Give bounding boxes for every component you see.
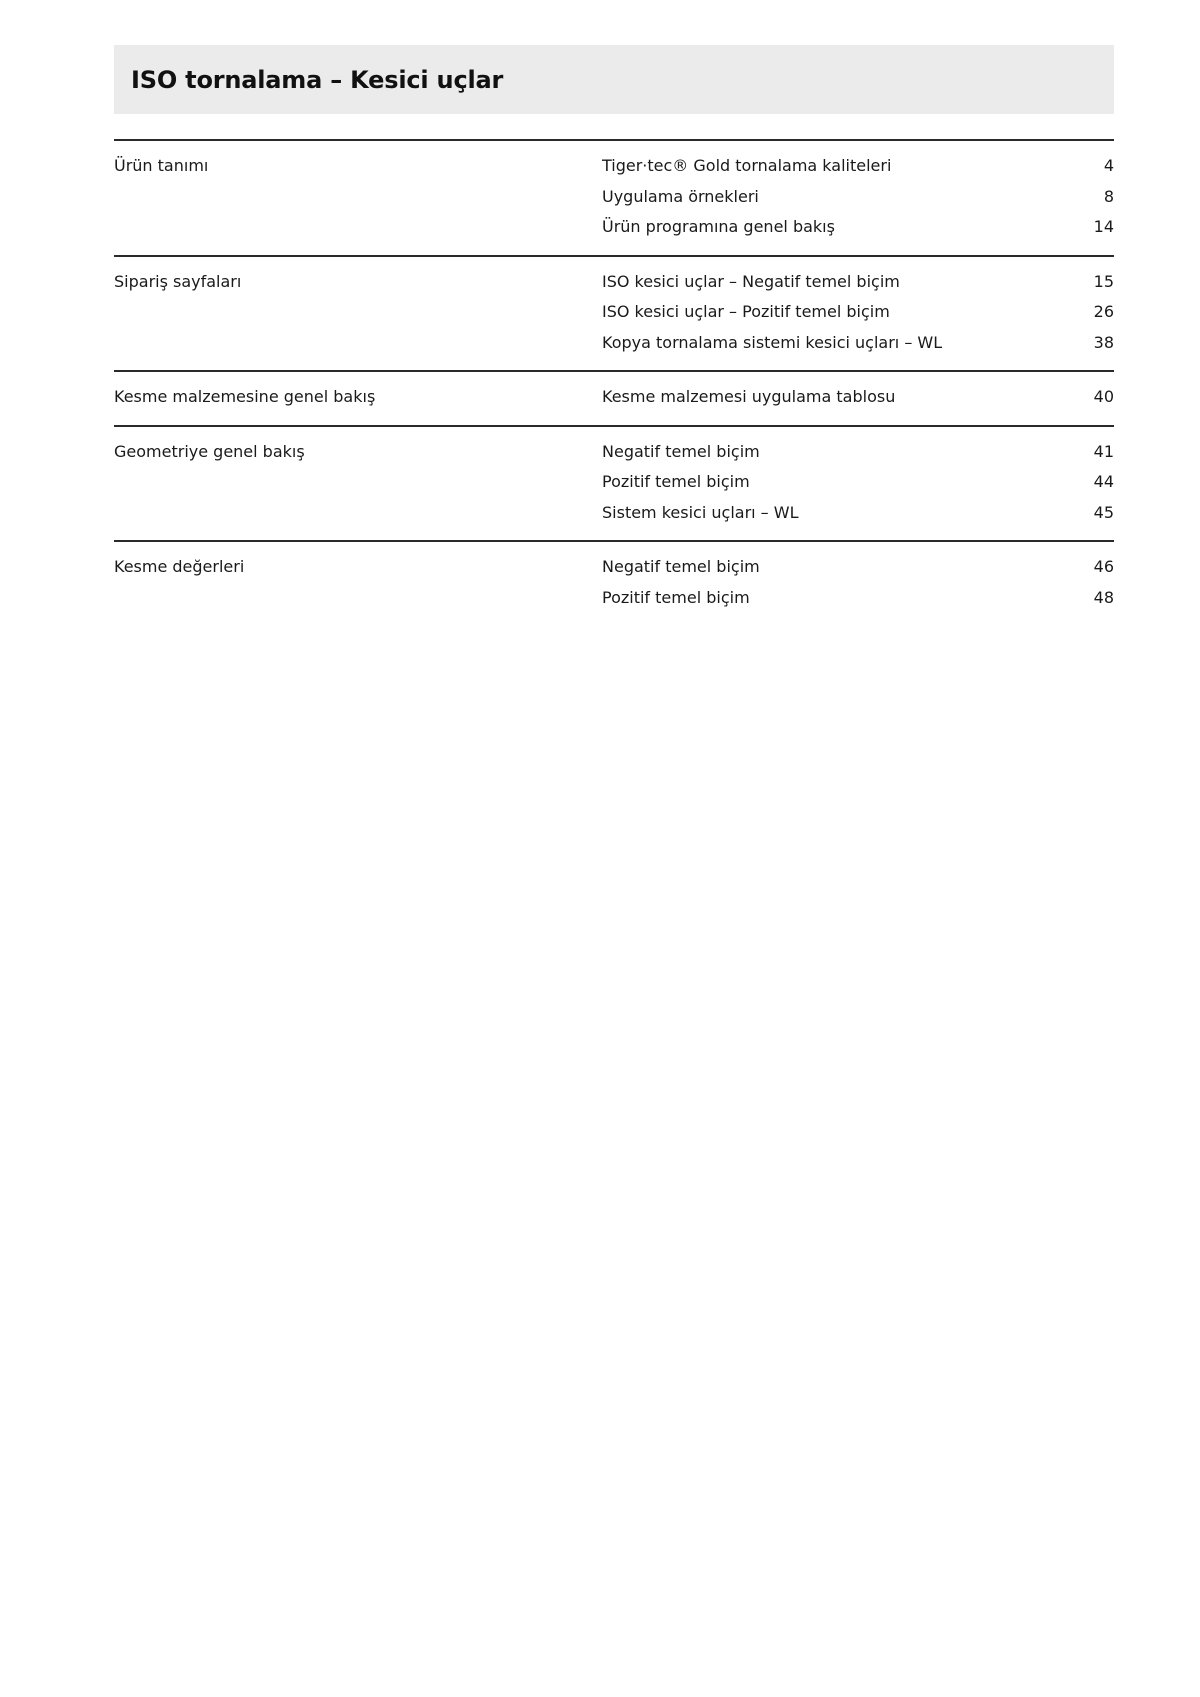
toc-entry-label: Pozitif temel biçim: [602, 587, 750, 607]
toc-entry-page-number: 41: [1093, 441, 1114, 461]
toc-entry-page-number: 40: [1093, 387, 1114, 406]
toc-entry-page-number: 15: [1093, 271, 1114, 291]
toc-section-title: Ürün tanımı: [114, 156, 209, 175]
toc-entry[interactable]: [602, 498, 1114, 529]
toc-section-kesme-degerleri: [114, 540, 1114, 625]
toc-entry-label: Negatif temel biçim: [602, 441, 760, 461]
toc-entry-page-number: 45: [1093, 502, 1114, 522]
toc-entry[interactable]: [602, 212, 1114, 243]
toc-entry-label: Kesme malzemesi uygulama tablosu: [602, 387, 896, 406]
toc-entry[interactable]: [602, 151, 1114, 182]
toc-entry-page-number: 46: [1093, 557, 1114, 576]
title-band: [114, 45, 1114, 114]
toc-entry-page-number: 14: [1093, 217, 1114, 236]
toc-entry[interactable]: [602, 182, 1114, 213]
toc-section-siparis-sayfalari: [114, 255, 1114, 371]
page-title: ISO tornalama – Kesici uçlar: [131, 65, 504, 94]
toc-entries: [602, 552, 1114, 613]
toc-entry-label: Pozitif temel biçim: [602, 472, 750, 491]
document-page: [114, 45, 1114, 625]
toc-entry-page-number: 26: [1093, 302, 1114, 321]
toc-entry[interactable]: [602, 267, 1114, 298]
toc-entry-label: ISO kesici uçlar – Negatif temel biçim: [602, 271, 900, 291]
toc-entry-label: Kopya tornalama sistemi kesici uçları – WL: [602, 332, 943, 352]
toc-entry-label: Negatif temel biçim: [602, 557, 760, 576]
toc-entry-label: Uygulama örnekleri: [602, 186, 759, 206]
toc-entry[interactable]: [602, 382, 1114, 413]
toc-section-geometri: [114, 425, 1114, 541]
toc-section-title: Kesme değerleri: [114, 557, 245, 576]
toc-entry[interactable]: [602, 437, 1114, 468]
toc-entries: [602, 382, 1114, 413]
toc-entry-label: ISO kesici uçlar – Pozitif temel biçim: [602, 302, 890, 321]
toc-entry-label: Sistem kesici uçları – WL: [602, 502, 799, 522]
toc-section-title: Sipariş sayfaları: [114, 271, 242, 291]
toc-entries: [602, 437, 1114, 529]
toc-entry-label: Tiger·tec® Gold tornalama kaliteleri: [602, 156, 892, 175]
toc-section-title: Kesme malzemesine genel bakış: [114, 387, 376, 406]
toc-entries: [602, 267, 1114, 359]
toc-section-title: Geometriye genel bakış: [114, 441, 305, 461]
toc-section-urun-tanimi: [114, 139, 1114, 255]
table-of-contents: [114, 139, 1114, 625]
toc-entry-page-number: 4: [1103, 156, 1114, 175]
toc-entry-page-number: 48: [1093, 587, 1114, 607]
toc-entry[interactable]: [602, 583, 1114, 614]
toc-entry[interactable]: [602, 467, 1114, 498]
toc-entries: [602, 151, 1114, 243]
toc-entry[interactable]: [602, 297, 1114, 328]
toc-section-kesme-malzemesi: [114, 370, 1114, 425]
toc-entry[interactable]: [602, 552, 1114, 583]
toc-entry-page-number: 38: [1093, 332, 1114, 352]
toc-entry[interactable]: [602, 328, 1114, 359]
toc-entry-page-number: 8: [1103, 186, 1114, 206]
toc-entry-page-number: 44: [1093, 472, 1114, 491]
toc-entry-label: Ürün programına genel bakış: [602, 217, 835, 236]
